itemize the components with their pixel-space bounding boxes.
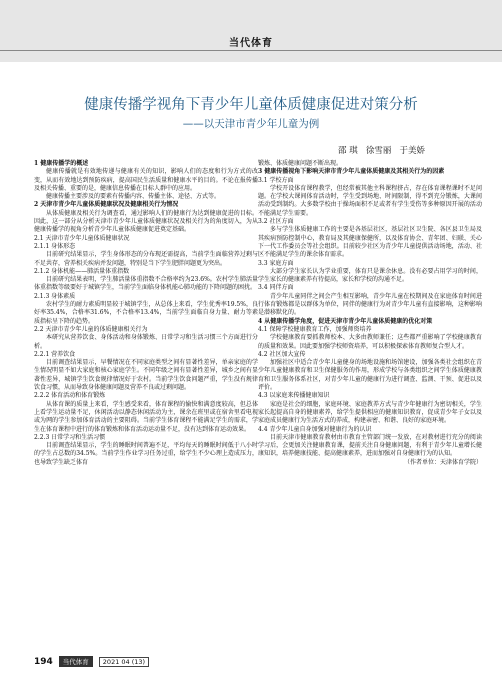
body-paragraph: 学校健康教育要抓教师校本、大多由教师兼任；这些都严重影响了学校健康教育的质量和效果。因此要加强学校师资培养，可以积极探索体育教师复合型人才。: [258, 334, 482, 350]
author-list: [338, 144, 425, 156]
body-paragraph: 目前研究结果显示，学生身体形态的分布现还需提高，当前学生面临营养过剩与不足共存，营养相关疾病并发问题，特别是当下学生肥胖问题更为突出。: [34, 251, 258, 267]
subsection-heading: 2.1.1 身体形态: [34, 242, 76, 250]
article-title: 健康传播学视角下青少年儿童体质健康促进对策分析: [84, 97, 418, 113]
subsection-heading: 4.1 保障学校健康教育工作，加强师资培养: [258, 325, 372, 333]
subsection-heading: 2.1 天津市青少年儿童体质健康状况: [34, 234, 130, 242]
subsection-heading: 2.2.1 营养饮食: [34, 350, 76, 358]
subsection-heading: 3.2 社区方面: [258, 218, 294, 226]
subsection-heading: 2.1.2 身体机能——肺活量体重指数: [34, 267, 130, 275]
subsection-heading: 4.2 社区加大宣传: [258, 350, 306, 358]
subsection-heading: 2.2 天津市青少年儿童的体质健康相关行为: [34, 325, 148, 333]
body-paragraph: 目前调查结果显示，早餐情况在不同家庭类型之间有显著性差异，单亲家庭的学生情况明显不如大家庭和核心家庭学生。不同年级之间有显著性差异，城乡之间有显著性差异，城镇学生饮食规律情况好于农村。当前学生饮食问题严重，学生没有规律饮食习惯，从而导致身体健康问题及营养不良或过剩问题。: [34, 359, 258, 392]
footer-issue: 2021 04 (13): [99, 657, 149, 667]
section-heading: 3 健康传播视角下影响天津市青少年儿童体质健康及其相关行为的因素: [258, 168, 445, 176]
author-name: 邵 琪: [338, 146, 358, 156]
subsection-heading: 2.2.3 日常学习和生活习惯: [34, 433, 106, 441]
body-paragraph: 多与学生体质健康工作的主要是各基层社区，基层社区卫生院、各区县卫生局及其疾病预防控制中心，教育局及其健康保健所，以及体育协会、青年团、妇联、关心下一代工作委员会等社会组织。目前较少社区为青少年儿童提供活动场地，活动、社区不能满足学生的课余体育需求。: [258, 226, 482, 259]
body-paragraph: 家庭是社会的细胞，家庭环境、家庭教养方式与青少年健康行为密切相关，学生家长起提高自身的健康素养，给学生提供相应的健康知识教育，促成青少年子女以及家庭成员健康行为生活方式的养成，构建亲密、和谐、良好的家庭环境。: [258, 400, 482, 425]
header-rule: [0, 50, 502, 51]
left-column: [34, 160, 258, 467]
body-paragraph: 本研究从营养饮食、身体活动和身体锻炼、日常学习和生活习惯三个方面进行分析。: [34, 334, 258, 350]
section-heading: 2 天津市青少年儿童体质健康状况及健康相关行为情况: [34, 201, 179, 209]
footer-journal: 当代体育: [59, 656, 93, 667]
subsection-heading: 2.2.2 体育活动和体育锻炼: [34, 392, 106, 400]
body-paragraph: （作者单位：天津体育学院）: [403, 458, 482, 466]
body-paragraph: 青少年儿童同伴之间会产生相互影响，青少年儿童在校期间及在家庭体育时间进行体育锻炼都是以群体为单位，同伴的健康行为对青少年儿童有直接影响，这种影响是潜移默化的。: [258, 292, 482, 317]
body-paragraph: 目前天津市健康教育教材由市教育主管部门统一发放，在对教材进行充分的阅读学习后，会更加关注健康教育课，提前关注自身健康问题，有利于青少年儿童增长健康知识，培养健康技能、提高健康素养，进而加强对自身健康行为的认知。: [258, 433, 482, 458]
right-column: [258, 160, 482, 467]
page-footer: [34, 656, 149, 667]
header-band: [0, 0, 502, 62]
section-heading: 4 从健康传播学角度，促进天津市青少年儿童体质健康的优化对策: [258, 317, 433, 325]
body-paragraph: 加强社区中适合青少年儿童健身的场地设施和场馆建设，加强各类社会组织在青少年儿童健康教育和卫生保健服务的作用，形成学校与各类组织之间学生体质健康教育和卫生服务体系社区，对青少年儿童的健康行为进行调查、监测、干预、促进以及评价。: [258, 359, 482, 392]
subsection-heading: 3.3 家庭方面: [258, 259, 294, 267]
author-name: 徐雪丽: [365, 146, 392, 156]
subsection-heading: 4.3 以家庭来传播健康知识: [258, 392, 330, 400]
subsection-heading: 4.4 青少年儿童自身加强对健康行为的认识: [258, 425, 372, 433]
journal-name: 当代体育: [229, 38, 273, 49]
body-paragraph: 从体质健康及相关行为调查看，通过影响人们的健康行为达到健康促进的目标。因此，这一部分从分析天津市青少年儿童体质健康状况及相关行为的角度切入，为从健康传播学的视角分析青少年儿童体质健康促进奠定基础。: [34, 209, 258, 234]
subsection-heading: 3.1 学校方面: [258, 176, 294, 184]
article-subtitle: ——以天津市青少年儿童为例: [182, 118, 320, 130]
body-paragraph: 健康传播就是有效地传递与健康有关的知识，影响人们的态度和行为方式的改变，从而有效地达到预防疾病，提高国民生活质量和健康水平的目的。不论在报传播及相关传播、重要的是，健康信息传播在目标人群中的应用。: [34, 168, 258, 192]
body-paragraph: 大部分学生家长认为学业重要，体育只是课余休息。没有必要占用学习的时间，学生家长的健康素养有待提高，家长和学校的沟通不足。: [258, 267, 482, 284]
body-paragraph: 锻炼、体质健康问题不断出现。: [258, 160, 343, 167]
body-paragraph: 目前研究结果表明，学生肺活量体重指数不合格率约为23.6%。农村学生肺活量体重指数等级要好于城镇学生，当前学生面临身体机能心肺功能的下降问题的困扰。: [34, 276, 258, 292]
page-number: 194: [34, 656, 53, 667]
section-heading: 1 健康传播学的概述: [34, 160, 89, 167]
body-paragraph: 目前调查结果显示，学生的睡眠时间普遍不足，平均每天的睡眠时间低于八小时的学生占总数的34.5%。当前学生作业学习任务过重，给学生不少心理上造成压力，也导致学生缺乏体育: [34, 442, 258, 466]
body-paragraph: 从体育课的质量上来看，学生感受来看，体育课程的愉快和满意度较高，但总体上看学生运动量不足，休闲活动以静态休闲活动为主，课余在班里或在宿舍里看电视或为网的学生参加体育活动的主要阻碍。当前学生体育课程不能满足学生的需求，学生在体育课程中进行的体育锻炼和体育活动运动量不足，没有达到体育运动效果。: [34, 400, 258, 433]
body-paragraph: 学校开设体育课程教学，但经常被其他主科课程挤占，存在体育课程课时不足问题。在学校大课间体育活动时，学生受到场地、时间限制，得不到充分锻炼，大课间活动受到制约。大多数学校由于操场面积不足或者有学生受伤等多种原因开展的活动不能满足学生需要。: [258, 184, 482, 217]
subsection-heading: 3.4 同伴方面: [258, 284, 294, 292]
body-paragraph: 农村学生的耐力素质明显较于城镇学生，从总体上来看，学生优秀率19.5%，良好率35.4%，合格率31.6%，不合格率13.4%，当前学生面临自身力量、耐力等素质指标呈下降的趋势。: [34, 301, 258, 325]
author-name: 于美娇: [399, 146, 425, 156]
subsection-heading: 2.1.3 身体素质: [34, 292, 76, 300]
body-paragraph: 健康传播主要涉及的要素有传播内容、传播主体、途径、方式等。: [46, 193, 221, 201]
